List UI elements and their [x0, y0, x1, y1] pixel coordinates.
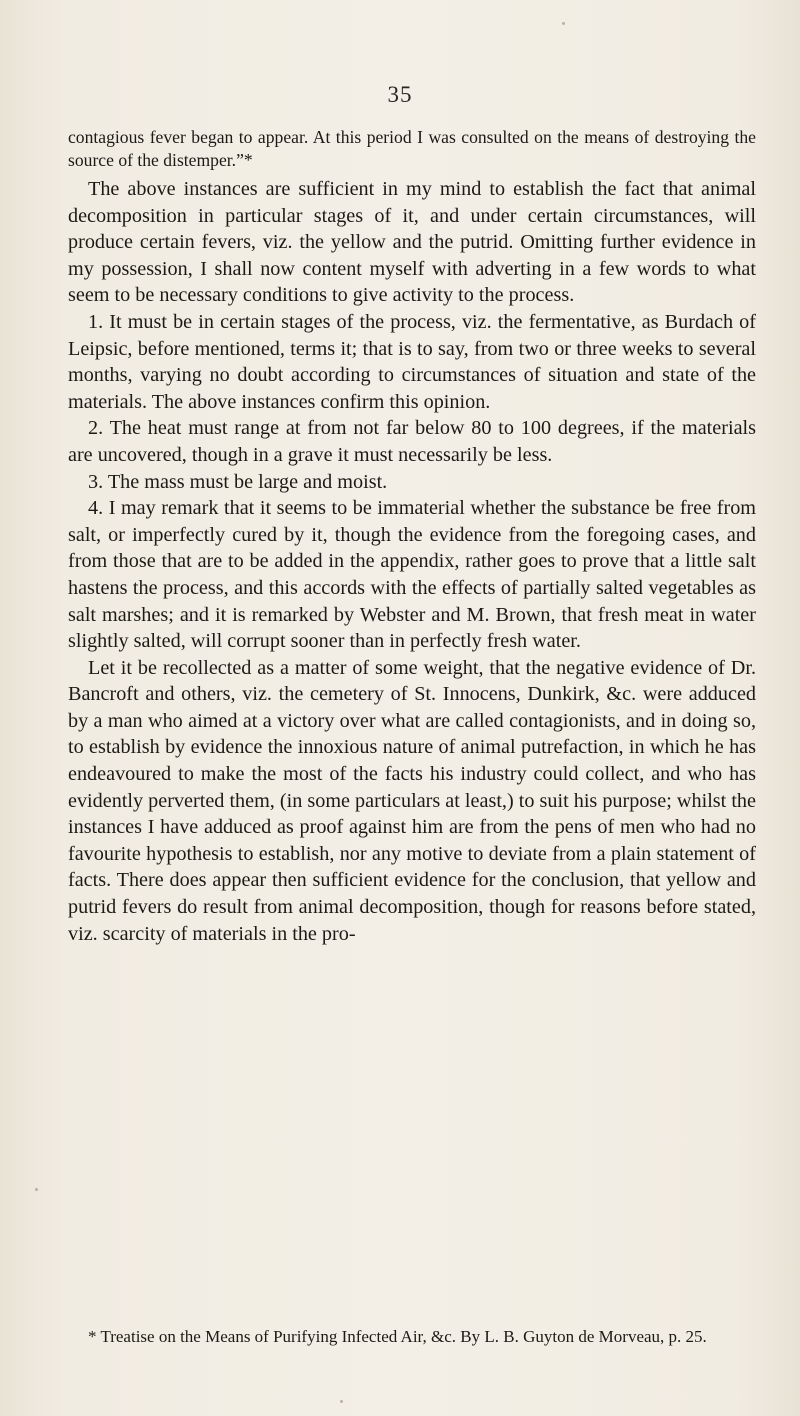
body-text [68, 126, 756, 947]
footnote: * Treatise on the Means of Purifying Infected Air, &c. By L. B. Guyton de Morveau, p. 25. [88, 1327, 707, 1346]
paragraph-instances: The above instances are sufficient in my mind to establish the fact that animal decomposition in particular stages of it, and under certain circumstances, will produce certain fevers, viz. the yellow and the putrid. Omitting further evidence in my possession, I shall now content myself with adverting in a few words to what seem to be necessary conditions to give activity to the process. [68, 178, 756, 307]
paragraph-condition-2: 2. The heat must range at from not far below 80 to 100 degrees, if the materials are uncovered, though in a grave it must necessarily be less. [68, 417, 756, 466]
paragraph-condition-3: 3. The mass must be large and moist. [88, 470, 388, 493]
paper-speck [35, 1188, 38, 1191]
paragraph-quote-end: contagious fever began to appear. At this period I was consulted on the means of destroying the source of the distemper.”* [68, 127, 756, 170]
paragraph-condition-4: 4. I may remark that it seems to be immaterial whether the substance be free from salt, or imperfectly cured by it, though the evidence from the foregoing cases, and from those that are to be added in the appendix, rather goes to prove that a little salt hastens the process, and this accords with the effects of partially salted vegetables as salt marshes; and it is remarked by Webster and M. Brown, that fresh meat in water slightly salted, will corrupt sooner than in perfectly fresh water. [68, 497, 756, 653]
paragraph-condition-1: 1. It must be in certain stages of the process, viz. the fermentative, as Burdach of Leipsic, before mentioned, terms it; that is to say, from two or three weeks to several months, varying no doubt according to circumstances of situation and state of the materials. The above instances confirm this opinion. [68, 310, 756, 413]
paper-speck [340, 1400, 343, 1403]
paragraph-conclusion: Let it be recollected as a matter of some weight, that the negative evidence of Dr. Bancroft and others, viz. the cemetery of St. Innocens, Dunkirk, &c. were adduced by a man who aimed at a victory over what are called contagionists, and in doing so, to establish by evidence the innoxious nature of animal putrefaction, in which he has endeavoured to make the most of the facts his industry could collect, and who has evidently perverted them, (in some particulars at least,) to suit his purpose; whilst the instances I have adduced as proof against him are from the pens of men who had no favourite hypothesis to establish, nor any motive to deviate from a plain statement of facts. There does appear then sufficient evidence for the conclusion, that yellow and putrid fevers do result from animal decomposition, though for reasons before stated, viz. scarcity of materials in the pro- [68, 656, 756, 945]
paper-speck [562, 22, 565, 25]
page-number: 35 [387, 82, 413, 107]
